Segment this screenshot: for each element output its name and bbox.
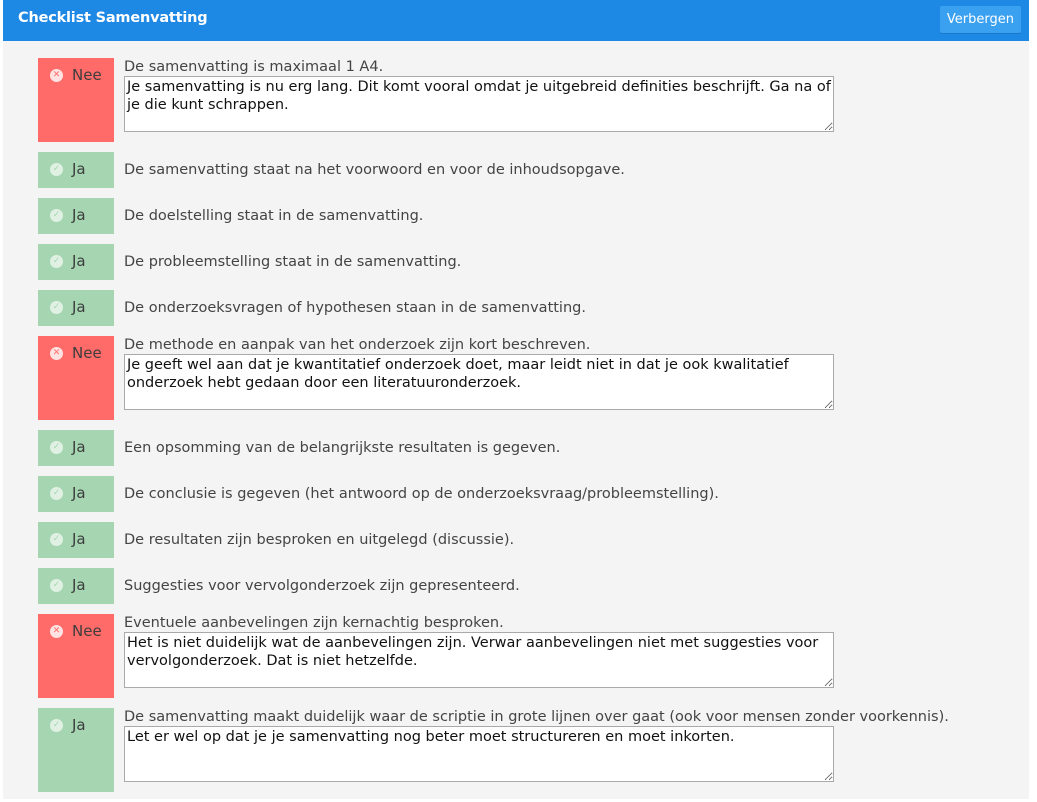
check-circle-icon: ✓ [50,163,63,176]
item-content [124,568,1018,595]
item-content [124,58,1018,132]
status-badge-nee[interactable] [38,58,114,142]
checklist-item [38,522,1018,558]
checklist-item [38,430,1018,466]
check-circle-icon: ✓ [50,441,63,454]
panel-title: Checklist Samenvatting [18,10,208,26]
item-content [124,198,1018,225]
criterion-label: De samenvatting is maximaal 1 A4. [124,59,384,75]
checklist-panel [3,0,1029,799]
status-label: Ja [72,206,86,224]
comment-textarea[interactable] [124,354,834,410]
checklist-items [38,58,1018,802]
comment-textarea[interactable] [124,726,834,782]
status-label: Ja [72,438,86,456]
status-badge-nee[interactable] [38,614,114,698]
checklist-item [38,198,1018,234]
criterion-label: Suggesties voor vervolgonderzoek zijn gepresenteerd. [124,578,520,594]
status-badge-nee[interactable] [38,336,114,420]
criterion-label: De onderzoeksvragen of hypothesen staan in de samenvatting. [124,300,586,316]
status-label: Ja [72,252,86,270]
status-label: Nee [72,66,102,84]
x-circle-icon: ✕ [50,347,63,360]
checklist-item [38,476,1018,512]
comment-textarea[interactable] [124,632,834,688]
status-label: Ja [72,484,86,502]
check-circle-icon: ✓ [50,579,63,592]
status-badge-ja[interactable] [38,522,114,558]
criterion-label: De samenvatting maakt duidelijk waar de scriptie in grote lijnen over gaat (ook voor mensen zonder voorkennis). [124,709,949,725]
checklist-item [38,614,1018,698]
status-label: Ja [72,576,86,594]
criterion-label: De samenvatting staat na het voorwoord en voor de inhoudsopgave. [124,162,625,178]
status-label: Ja [72,530,86,548]
criterion-label: Eventuele aanbevelingen zijn kernachtig besproken. [124,615,504,631]
item-content [124,244,1018,271]
criterion-label: De resultaten zijn besproken en uitgelegd (discussie). [124,532,515,548]
status-label: Ja [72,160,86,178]
criterion-label: De doelstelling staat in de samenvatting. [124,208,424,224]
check-circle-icon: ✓ [50,209,63,222]
check-circle-icon: ✓ [50,487,63,500]
criterion-label: De conclusie is gegeven (het antwoord op de onderzoeksvraag/probleemstelling). [124,486,719,502]
hide-button[interactable]: Verbergen [940,6,1021,33]
item-content [124,522,1018,549]
item-content [124,336,1018,410]
item-content [124,152,1018,179]
criterion-label: De methode en aanpak van het onderzoek zijn kort beschreven. [124,337,591,353]
status-badge-ja[interactable] [38,152,114,188]
item-content [124,708,1018,782]
status-badge-ja[interactable] [38,708,114,792]
status-badge-ja[interactable] [38,476,114,512]
status-label: Nee [72,344,102,362]
checklist-item [38,336,1018,420]
status-badge-ja[interactable] [38,290,114,326]
comment-textarea[interactable] [124,76,834,132]
status-label: Nee [72,622,102,640]
status-badge-ja[interactable] [38,198,114,234]
checklist-item [38,244,1018,280]
check-circle-icon: ✓ [50,719,63,732]
checklist-item [38,152,1018,188]
status-badge-ja[interactable] [38,568,114,604]
status-badge-ja[interactable] [38,430,114,466]
check-circle-icon: ✓ [50,533,63,546]
item-content [124,430,1018,457]
x-circle-icon: ✕ [50,625,63,638]
criterion-label: Een opsomming van de belangrijkste resultaten is gegeven. [124,440,561,456]
checklist-item [38,58,1018,142]
criterion-label: De probleemstelling staat in de samenvatting. [124,254,462,270]
status-badge-ja[interactable] [38,244,114,280]
panel-header [3,0,1029,41]
item-content [124,614,1018,688]
item-content [124,290,1018,317]
checklist-item [38,568,1018,604]
checklist-item [38,708,1018,792]
x-circle-icon: ✕ [50,69,63,82]
status-label: Ja [72,298,86,316]
status-label: Ja [72,716,86,734]
check-circle-icon: ✓ [50,301,63,314]
check-circle-icon: ✓ [50,255,63,268]
item-content [124,476,1018,503]
checklist-item [38,290,1018,326]
